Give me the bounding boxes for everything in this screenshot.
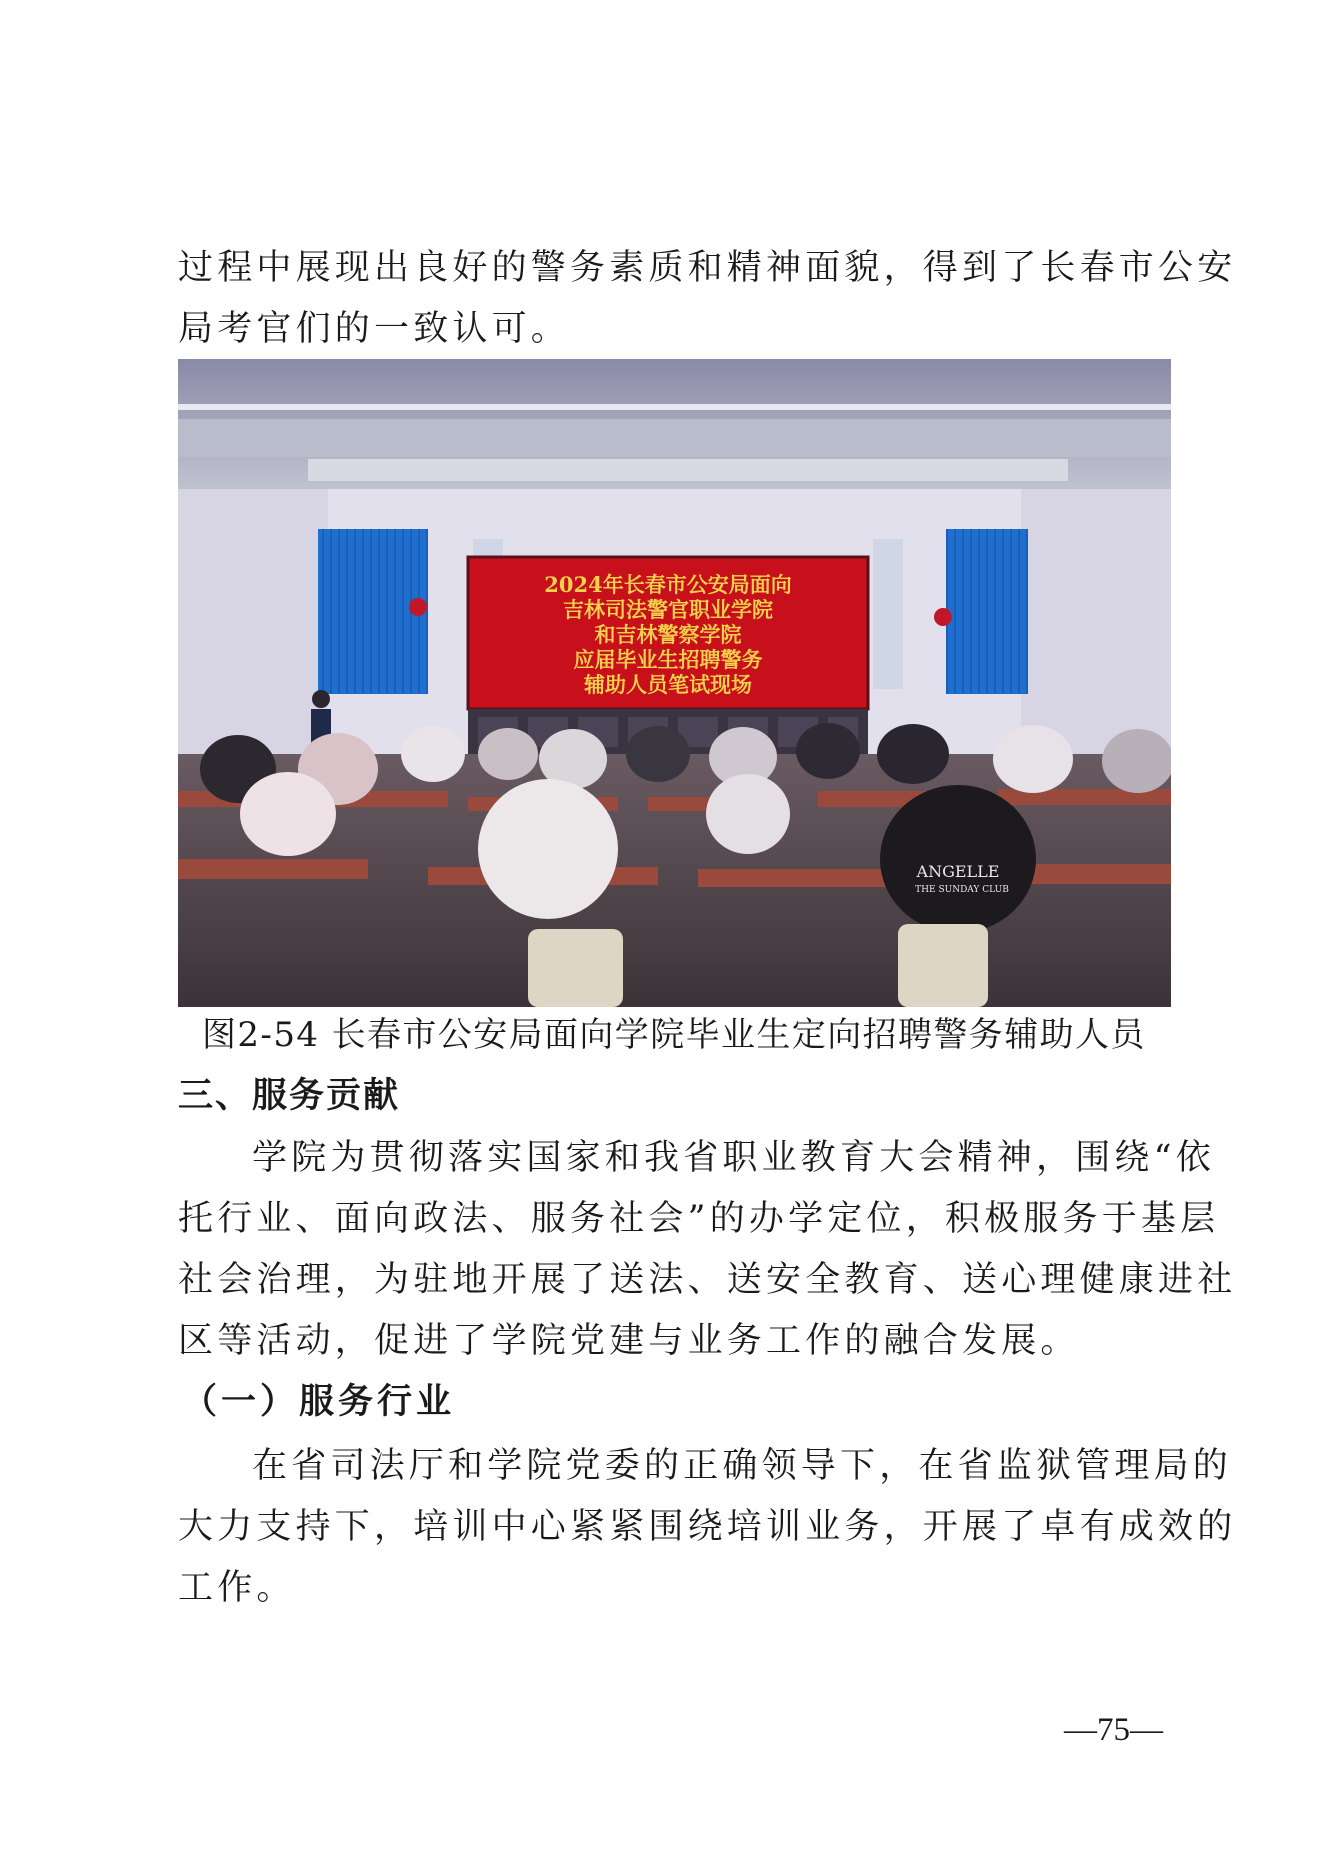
text-line: 学院为贯彻落实国家和我省职业教育大会精神，围绕“依 — [252, 1138, 1215, 1178]
subsection-heading: （一）服务行业 — [182, 1381, 456, 1422]
text-line: 过程中展现出良好的警务素质和精神面貌，得到了长春市公安 — [178, 248, 1237, 288]
screen-line-4: 应届毕业生招聘警务 — [573, 647, 763, 672]
screen-line-2: 吉林司法警官职业学院 — [563, 597, 773, 622]
text-line: 托行业、面向政法、服务社会”的办学定位，积极服务于基层 — [178, 1199, 1220, 1239]
text-line: 局考官们的一致认可。 — [178, 309, 571, 349]
section-heading: 三、服务贡献 — [178, 1076, 401, 1116]
exam-hall-photo — [178, 359, 1171, 1007]
page-number: —75— — [1064, 1712, 1163, 1748]
window-right — [946, 529, 1028, 694]
shirt-subtext: THE SUNDAY CLUB — [915, 885, 1009, 895]
text-line: 在省司法厅和学院党委的正确领导下，在省监狱管理局的 — [252, 1446, 1233, 1486]
text-line: 工作。 — [178, 1568, 296, 1608]
screen-line-5: 辅助人员笔试现场 — [584, 672, 752, 697]
figure-caption: 图2-54 长春市公安局面向学院毕业生定向招聘警务辅助人员 — [202, 1015, 1146, 1055]
text-line: 区等活动，促进了学院党建与业务工作的融合发展。 — [178, 1321, 1080, 1361]
text-line: 社会治理，为驻地开展了送法、送安全教育、送心理健康进社 — [178, 1260, 1237, 1300]
screen-line-3: 和吉林警察学院 — [594, 622, 742, 647]
screen-line-1: 2024年长春市公安局面向 — [544, 572, 792, 597]
section-paragraph — [178, 1128, 1237, 1372]
emblem-right — [934, 608, 952, 626]
subsection-paragraph — [178, 1436, 1237, 1619]
shirt-text: ANGELLE — [916, 862, 1000, 881]
emblem-left — [409, 598, 427, 616]
text-line: 大力支持下，培训中心紧紧围绕培训业务，开展了卓有成效的 — [178, 1507, 1237, 1547]
intro-paragraph — [178, 238, 1237, 360]
